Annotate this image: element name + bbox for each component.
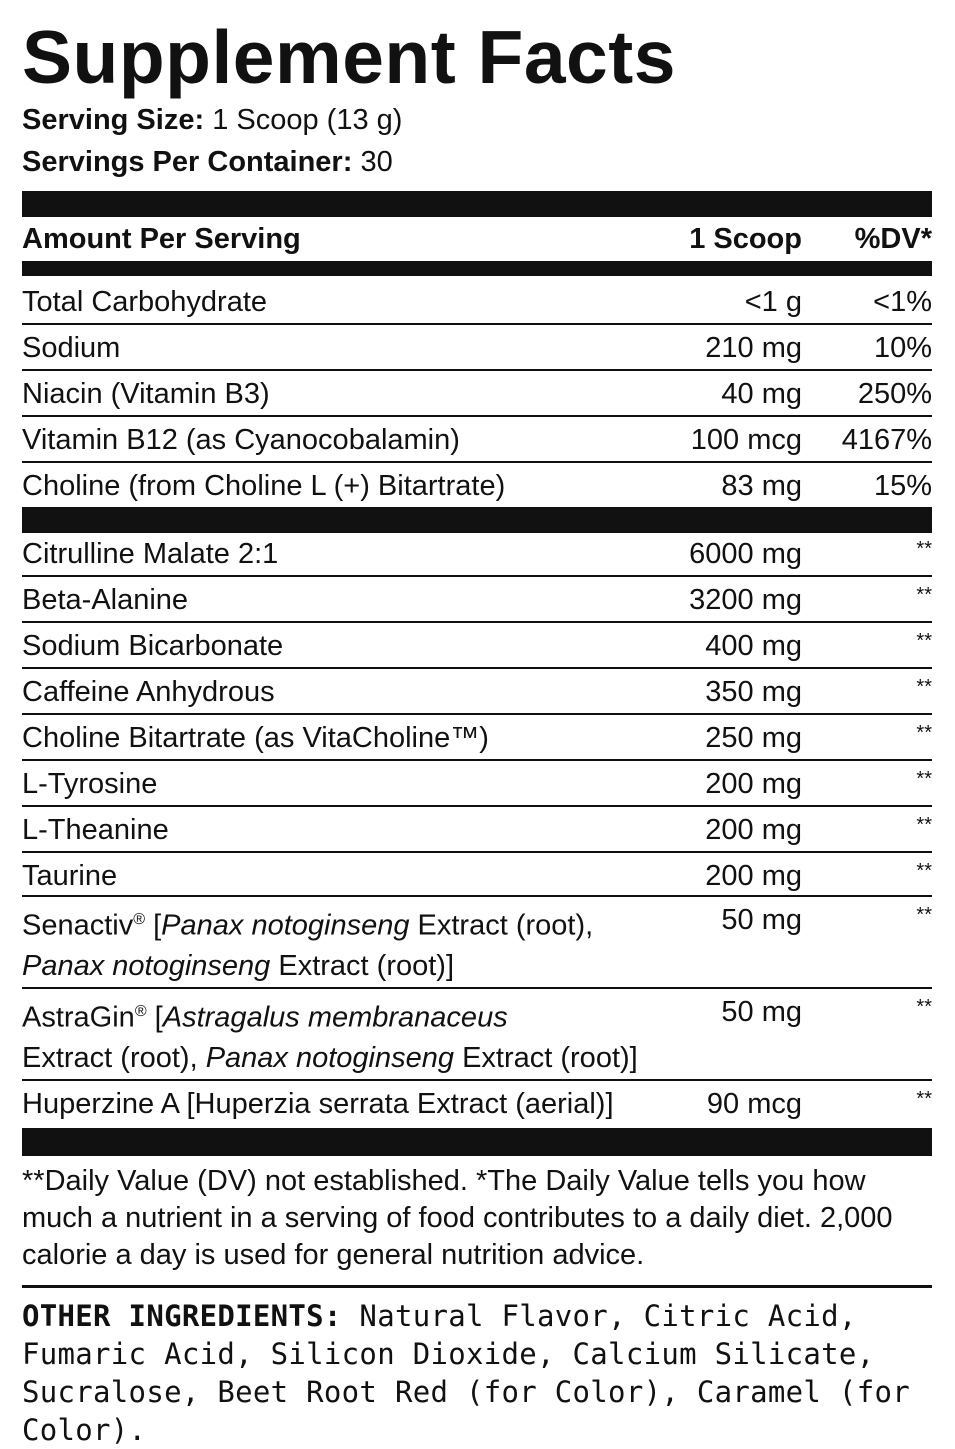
- senactiv-extract-2: Extract (root)]: [270, 950, 455, 982]
- dv-column-header: %DV*: [854, 223, 932, 255]
- ingredient-amount: 6000 mg: [689, 538, 802, 570]
- nutrient-amount: 83 mg: [721, 470, 802, 502]
- ingredient-row-senactiv: [22, 897, 932, 989]
- serving-size: [22, 100, 402, 140]
- thick-divider-top: [22, 191, 932, 217]
- ingredient-dv: **: [916, 630, 932, 652]
- nutrient-name: Vitamin B12 (as Cyanocobalamin): [22, 424, 460, 456]
- other-ingredients-label: OTHER INGREDIENTS:: [22, 1299, 342, 1333]
- ingredient-amount: 90 mcg: [706, 1088, 802, 1120]
- ingredient-dv: **: [916, 996, 932, 1018]
- ingredient-amount: 250 mg: [705, 722, 802, 754]
- nutrient-name: Niacin (Vitamin B3): [22, 378, 270, 410]
- nutrient-dv: 10%: [873, 332, 932, 364]
- ingredient-name: Caffeine Anhydrous: [22, 676, 275, 708]
- nutrient-row: [22, 371, 932, 417]
- astragin-extract-1: Extract (root),: [22, 1042, 206, 1074]
- amount-column-header: 1 Scoop: [689, 223, 802, 255]
- astragin-line-2: [22, 1035, 638, 1081]
- ingredient-amount: 200 mg: [705, 860, 802, 892]
- ingredient-dv: **: [916, 722, 932, 744]
- ingredient-row: [22, 715, 932, 761]
- ingredient-row: [22, 623, 932, 669]
- senactiv-line-2: [22, 943, 454, 989]
- ingredient-row: [22, 577, 932, 623]
- ingredient-dv: **: [916, 584, 932, 606]
- nutrient-dv: 250%: [857, 378, 932, 410]
- ingredient-name: Sodium Bicarbonate: [22, 630, 284, 662]
- astragin-line-1: [22, 989, 508, 1041]
- ingredient-amount: 350 mg: [705, 676, 802, 708]
- ingredient-amount: 200 mg: [705, 814, 802, 846]
- nutrient-row: [22, 325, 932, 371]
- amount-per-serving-header: Amount Per Serving: [22, 223, 301, 255]
- nutrient-amount: <1 g: [744, 286, 802, 318]
- senactiv-brand: Senactiv: [22, 909, 134, 942]
- senactiv-extract-1: Extract (root),: [409, 909, 594, 942]
- other-ingredients-text: Natural Flavor, Citric Acid, Fumaric Acid, Silicon Dioxide, Calcium Silicate, Sucralose, Beet Root Red (for Color), Caramel (for Color).: [22, 1299, 910, 1447]
- ingredient-amount: 200 mg: [705, 768, 802, 800]
- ingredient-row-astragin: [22, 989, 932, 1081]
- ingredient-row: [22, 807, 932, 853]
- ingredient-name: Choline Bitartrate (as VitaCholine™): [22, 722, 489, 754]
- panel-title: Supplement Facts: [22, 15, 676, 99]
- nutrient-row: [22, 417, 932, 463]
- ingredient-dv: **: [916, 860, 932, 882]
- ingredient-row: [22, 531, 932, 577]
- senactiv-species-1: Panax notoginseng: [161, 909, 410, 942]
- nutrient-amount: 40 mg: [721, 378, 802, 410]
- ingredient-dv: **: [916, 1088, 932, 1110]
- medium-divider: [22, 261, 932, 276]
- ingredient-row: [22, 853, 932, 897]
- ingredient-dv: **: [916, 814, 932, 836]
- nutrient-row: [22, 463, 932, 507]
- servings-per-container: [22, 142, 393, 182]
- ingredient-amount: 50 mg: [721, 904, 802, 936]
- footnote-divider: [22, 1285, 932, 1288]
- ingredient-dv: **: [916, 538, 932, 560]
- ingredient-dv: **: [916, 768, 932, 790]
- ingredient-dv: **: [916, 676, 932, 698]
- nutrient-name: Total Carbohydrate: [22, 286, 268, 318]
- registered-mark: ®: [134, 1003, 147, 1020]
- thick-divider-bottom: [22, 1128, 932, 1156]
- nutrient-amount: 100 mcg: [690, 424, 802, 456]
- senactiv-bracket: [: [145, 909, 162, 942]
- nutrient-dv: 15%: [873, 470, 932, 502]
- ingredient-amount: 50 mg: [721, 996, 802, 1028]
- serving-size-value: 1 Scoop (13 g): [212, 104, 403, 136]
- astragin-species-2: Panax notoginseng: [205, 1042, 455, 1074]
- ingredient-row: [22, 669, 932, 715]
- nutrient-name: Choline (from Choline L (+) Bitartrate): [22, 470, 506, 502]
- ingredient-name: Beta-Alanine: [22, 584, 189, 616]
- daily-value-footnote: **Daily Value (DV) not established. *The Daily Value tells you how much a nutrient in a serving of food contributes to a daily diet. 2,000 calorie a day is used for general nutrition advice.: [22, 1165, 893, 1271]
- ingredient-name: Huperzine A [Huperzia serrata Extract (aerial)]: [22, 1088, 614, 1120]
- ingredient-dv: **: [916, 904, 932, 926]
- ingredient-amount: 3200 mg: [689, 584, 802, 616]
- astragin-extract-2: Extract (root)]: [454, 1042, 638, 1074]
- nutrient-name: Sodium: [22, 332, 121, 364]
- senactiv-species-2: Panax notoginseng: [22, 950, 271, 982]
- column-header-row: [22, 220, 932, 258]
- registered-mark: ®: [133, 911, 146, 928]
- ingredient-name: Citrulline Malate 2:1: [22, 538, 279, 570]
- servings-per-container-value: 30: [360, 146, 393, 178]
- ingredient-name: L-Tyrosine: [22, 768, 158, 800]
- nutrient-dv: <1%: [873, 286, 932, 318]
- astragin-brand: AstraGin: [22, 1001, 135, 1034]
- astragin-bracket: [: [146, 1001, 163, 1034]
- ingredient-row-huperzine: [22, 1081, 932, 1127]
- senactiv-line-1: [22, 897, 593, 949]
- ingredient-name: L-Theanine: [22, 814, 169, 846]
- other-ingredients: [22, 1297, 932, 1449]
- ingredient-row: [22, 761, 932, 807]
- nutrient-row: [22, 279, 932, 325]
- astragin-species-1: Astragalus membranaceus: [162, 1001, 508, 1034]
- thick-divider-mid: [22, 507, 932, 533]
- serving-size-label: Serving Size:: [22, 104, 205, 136]
- nutrient-amount: 210 mg: [705, 332, 802, 364]
- servings-per-container-label: Servings Per Container:: [22, 146, 353, 178]
- ingredient-name: Taurine: [22, 860, 118, 892]
- ingredient-amount: 400 mg: [705, 630, 802, 662]
- nutrient-dv: 4167%: [841, 424, 932, 456]
